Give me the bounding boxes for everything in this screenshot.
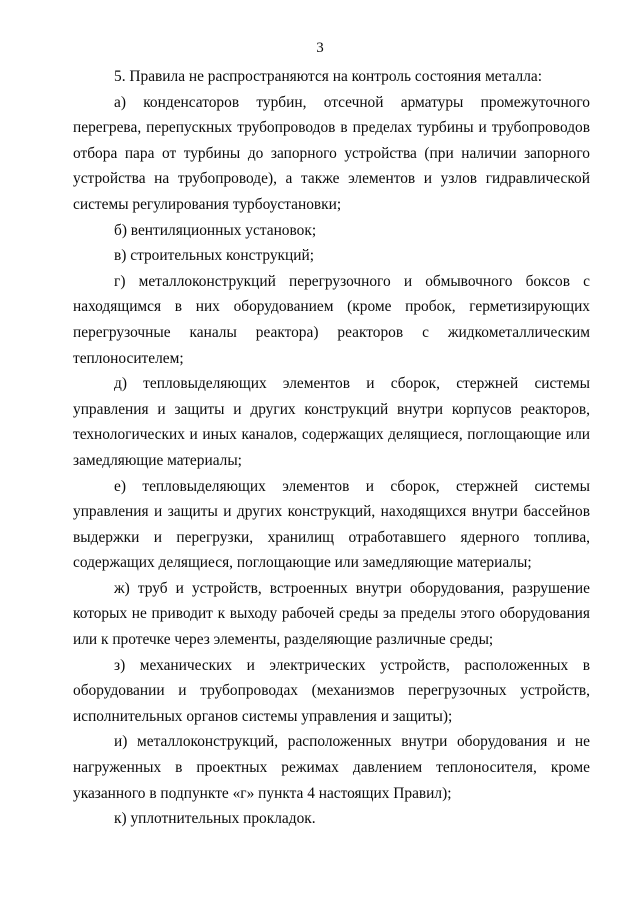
paragraph-subitem-e: е) тепловыделяющих элементов и сборок, стержней системы управления и защиты и других конструкций, находящихся внутри бассейнов выдержки и перегрузки, хранилищ отработавшего ядерного топлива, содержащих делящиеся, поглощающие или замедляющие материалы; — [73, 477, 590, 572]
paragraph-subitem-d: д) тепловыделяющих элементов и сборок, стержней системы управления и защиты и других конструкций внутри корпусов реакторов, технологических и иных каналов, содержащих делящиеся, поглощающие или замедляющие материалы; — [73, 375, 590, 469]
paragraph-subitem-v: в) строительных конструкций; — [114, 247, 315, 265]
paragraph-subitem-z: з) механических и электрических устройств, расположенных в оборудовании и трубопроводах (механизмов перегрузочных устройств, исполнительных органов системы управления и защиты); — [73, 656, 590, 725]
page-number: 3 — [316, 40, 324, 56]
paragraph-subitem-k: к) уплотнительных прокладок. — [114, 810, 316, 828]
paragraph-subitem-zh: ж) труб и устройств, встроенных внутри оборудования, разрушение которых не приводит к выходу рабочей среды за пределы этого оборудования или к протечке через элементы, разделяющие различные среды; — [73, 579, 590, 649]
paragraph-subitem-b: б) вентиляционных установок; — [114, 221, 317, 239]
paragraph-subitem-i: и) металлоконструкций, расположенных внутри оборудования и не нагруженных в проектных режимах давлением теплоносителя, кроме указанного в подпункте «г» пункта 4 настоящих Правил); — [73, 733, 590, 802]
paragraph-subitem-g: г) металлоконструкций перегрузочного и обмывочного боксов с находящимся в них оборудованием (кроме пробок, герметизирующих перегрузочные каналы реактора) реакторов с жидкометаллическим теплоносителем; — [73, 272, 590, 367]
paragraph-item-5: 5. Правила не распространяются на контроль состояния металла: — [114, 68, 542, 85]
document-body — [73, 64, 590, 832]
paragraph-subitem-a: а) конденсаторов турбин, отсечной арматуры промежуточного перегрева, перепускных трубопроводов в пределах турбины и трубопроводов отбора пара от турбины до запорного устройства (при наличии запорного устройства на трубопроводе), а также элементов и узлов гидравлической системы регулирования турбоустановки; — [73, 93, 590, 213]
